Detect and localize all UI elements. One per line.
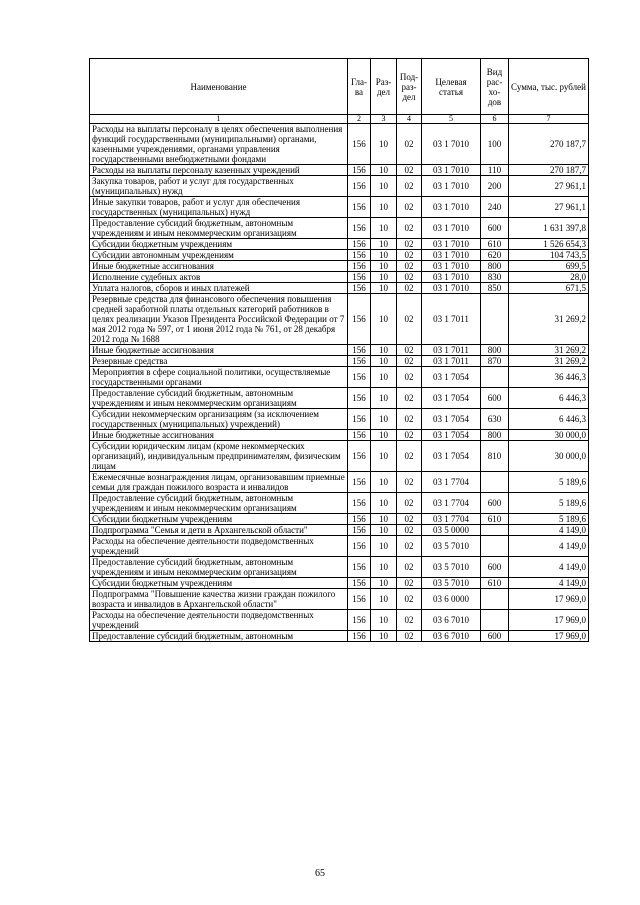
row-razdel: 10: [371, 250, 397, 261]
row-glava: 156: [348, 514, 371, 525]
row-name: Предоставление субсидий бюджетным, автономным учреждениям и иным некоммерческим организациям: [90, 557, 348, 578]
table-row: [90, 218, 589, 239]
row-expense-type: 870: [481, 356, 509, 367]
row-razdel: 10: [371, 409, 397, 430]
row-target: 03 1 7011: [422, 294, 481, 345]
row-amount: 671,5: [509, 283, 589, 294]
row-glava: 156: [348, 367, 371, 388]
row-target: 03 1 7704: [422, 493, 481, 514]
row-glava: 156: [348, 356, 371, 367]
row-glava: 156: [348, 124, 371, 165]
row-expense-type: 630: [481, 409, 509, 430]
row-name: Предоставление субсидий бюджетным, автономным учреждениям и иным некоммерческим организациям: [90, 218, 348, 239]
row-razdel: 10: [371, 165, 397, 176]
table-body: [90, 124, 589, 642]
row-glava: 156: [348, 283, 371, 294]
row-name: Субсидии бюджетным учреждениям: [90, 239, 348, 250]
row-razdel: 10: [371, 197, 397, 218]
row-target: 03 1 7054: [422, 388, 481, 409]
header-amount: Сумма, тыс. рублей: [509, 59, 589, 115]
row-podrazdel: 02: [397, 367, 422, 388]
row-expense-type: 600: [481, 493, 509, 514]
row-expense-type: 620: [481, 250, 509, 261]
row-razdel: 10: [371, 589, 397, 610]
table-row: [90, 388, 589, 409]
table-row: [90, 124, 589, 165]
row-glava: 156: [348, 578, 371, 589]
row-amount: 4 149,0: [509, 525, 589, 536]
row-razdel: 10: [371, 514, 397, 525]
row-name: Мероприятия в сфере социальной политики, осуществляемые государственными органами: [90, 367, 348, 388]
row-podrazdel: 02: [397, 197, 422, 218]
row-glava: 156: [348, 197, 371, 218]
row-name: Субсидии юридическим лицам (кроме некоммерческих организаций), индивидуальным предпринимателям, физическим лицам: [90, 441, 348, 472]
row-podrazdel: 02: [397, 261, 422, 272]
row-podrazdel: 02: [397, 472, 422, 493]
table-row: [90, 356, 589, 367]
row-razdel: 10: [371, 578, 397, 589]
row-expense-type: [481, 536, 509, 557]
row-razdel: 10: [371, 272, 397, 283]
row-target: 03 1 7010: [422, 218, 481, 239]
row-glava: 156: [348, 294, 371, 345]
row-podrazdel: 02: [397, 283, 422, 294]
row-name: Иные закупки товаров, работ и услуг для обеспечения государственных (муниципальных) нужд: [90, 197, 348, 218]
row-target: 03 1 7010: [422, 250, 481, 261]
table-header-row: [90, 59, 589, 115]
row-expense-type: 240: [481, 197, 509, 218]
row-glava: 156: [348, 557, 371, 578]
row-target: 03 1 7010: [422, 165, 481, 176]
row-expense-type: 610: [481, 578, 509, 589]
row-amount: 27 961,1: [509, 197, 589, 218]
row-glava: 156: [348, 536, 371, 557]
row-target: 03 1 7054: [422, 409, 481, 430]
table-row: [90, 557, 589, 578]
row-expense-type: [481, 610, 509, 631]
table-row: [90, 441, 589, 472]
row-expense-type: 800: [481, 345, 509, 356]
row-glava: 156: [348, 250, 371, 261]
row-glava: 156: [348, 610, 371, 631]
table-row: [90, 493, 589, 514]
row-target: 03 6 7010: [422, 610, 481, 631]
table-row: [90, 345, 589, 356]
row-glava: 156: [348, 218, 371, 239]
row-glava: 156: [348, 525, 371, 536]
row-podrazdel: 02: [397, 430, 422, 441]
row-razdel: 10: [371, 472, 397, 493]
row-razdel: 10: [371, 345, 397, 356]
row-expense-type: 110: [481, 165, 509, 176]
row-target: 03 5 7010: [422, 578, 481, 589]
table-row: [90, 525, 589, 536]
row-glava: 156: [348, 176, 371, 197]
budget-table: [89, 58, 589, 642]
row-amount: 30 000,0: [509, 430, 589, 441]
row-razdel: 10: [371, 557, 397, 578]
row-amount: 1 631 397,8: [509, 218, 589, 239]
column-number-row: [90, 115, 589, 124]
table-row: [90, 239, 589, 250]
header-glava: Гла-ва: [348, 59, 371, 115]
row-amount: 4 149,0: [509, 536, 589, 557]
table-row: [90, 536, 589, 557]
column-number: 2: [348, 115, 371, 124]
row-target: 03 1 7010: [422, 197, 481, 218]
column-number: 6: [481, 115, 509, 124]
row-name: Субсидии автономным учреждениям: [90, 250, 348, 261]
row-glava: 156: [348, 472, 371, 493]
row-name: Уплата налогов, сборов и иных платежей: [90, 283, 348, 294]
row-expense-type: 800: [481, 261, 509, 272]
row-razdel: 10: [371, 218, 397, 239]
row-razdel: 10: [371, 294, 397, 345]
row-target: 03 1 7054: [422, 367, 481, 388]
row-amount: 5 189,6: [509, 514, 589, 525]
table-row: [90, 514, 589, 525]
row-expense-type: 610: [481, 514, 509, 525]
column-number: 3: [371, 115, 397, 124]
row-amount: 28,0: [509, 272, 589, 283]
row-podrazdel: 02: [397, 272, 422, 283]
table-row: [90, 409, 589, 430]
table-row: [90, 283, 589, 294]
row-target: 03 6 7010: [422, 631, 481, 642]
row-target: 03 1 7011: [422, 345, 481, 356]
row-razdel: 10: [371, 283, 397, 294]
row-amount: 31 269,2: [509, 345, 589, 356]
row-amount: 4 149,0: [509, 557, 589, 578]
row-razdel: 10: [371, 525, 397, 536]
row-amount: 699,5: [509, 261, 589, 272]
row-amount: 17 969,0: [509, 631, 589, 642]
table-row: [90, 430, 589, 441]
row-podrazdel: 02: [397, 514, 422, 525]
table-row: [90, 631, 589, 642]
row-name: Предоставление субсидий бюджетным, автономным: [90, 631, 348, 642]
column-number: 4: [397, 115, 422, 124]
row-podrazdel: 02: [397, 218, 422, 239]
row-amount: 270 187,7: [509, 124, 589, 165]
row-name: Субсидии бюджетным учреждениям: [90, 514, 348, 525]
row-expense-type: 600: [481, 557, 509, 578]
row-expense-type: 100: [481, 124, 509, 165]
row-razdel: 10: [371, 124, 397, 165]
row-name: Иные бюджетные ассигнования: [90, 261, 348, 272]
row-expense-type: 600: [481, 388, 509, 409]
row-target: 03 6 0000: [422, 589, 481, 610]
row-glava: 156: [348, 261, 371, 272]
row-target: 03 1 7010: [422, 176, 481, 197]
row-amount: 270 187,7: [509, 165, 589, 176]
row-amount: 6 446,3: [509, 409, 589, 430]
row-expense-type: 800: [481, 430, 509, 441]
row-expense-type: 200: [481, 176, 509, 197]
page-number: 65: [315, 868, 325, 879]
row-target: 03 5 0000: [422, 525, 481, 536]
row-amount: 17 969,0: [509, 610, 589, 631]
row-podrazdel: 02: [397, 356, 422, 367]
table-row: [90, 165, 589, 176]
row-glava: 156: [348, 589, 371, 610]
header-target: Целевая статья: [422, 59, 481, 115]
row-target: 03 1 7010: [422, 239, 481, 250]
row-name: Ежемесячные вознаграждения лицам, организовавшим приемные семьи для граждан пожилого возраста и инвалидов: [90, 472, 348, 493]
row-name: Подпрограмма "Семья и дети в Архангельской области": [90, 525, 348, 536]
row-amount: 27 961,1: [509, 176, 589, 197]
row-name: Иные бюджетные ассигнования: [90, 345, 348, 356]
row-name: Предоставление субсидий бюджетным, автономным учреждениям и иным некоммерческим организациям: [90, 388, 348, 409]
row-razdel: 10: [371, 493, 397, 514]
header-expense-type: Вид рас-хо-дов: [481, 59, 509, 115]
row-podrazdel: 02: [397, 345, 422, 356]
row-expense-type: [481, 525, 509, 536]
row-razdel: 10: [371, 536, 397, 557]
row-name: Расходы на обеспечение деятельности подведомственных учреждений: [90, 610, 348, 631]
table-row: [90, 261, 589, 272]
header-name: Наименование: [90, 59, 348, 115]
row-name: Резервные средства для финансового обеспечения повышения средней заработной платы отдельных категорий работников в целях реализации Указов Президента Российской Федерации от 7 мая 2012 года № 597, от 1 июня 2012 года № 761, от 28 декабря 2012 года № 1688: [90, 294, 348, 345]
row-podrazdel: 02: [397, 388, 422, 409]
row-expense-type: [481, 367, 509, 388]
row-amount: 36 446,3: [509, 367, 589, 388]
row-glava: 156: [348, 388, 371, 409]
row-podrazdel: 02: [397, 631, 422, 642]
table-row: [90, 176, 589, 197]
row-target: 03 1 7704: [422, 472, 481, 493]
row-target: 03 1 7010: [422, 283, 481, 294]
table-row: [90, 589, 589, 610]
row-amount: 4 149,0: [509, 578, 589, 589]
row-target: 03 1 7054: [422, 441, 481, 472]
row-expense-type: 600: [481, 631, 509, 642]
row-expense-type: 850: [481, 283, 509, 294]
header-podrazdel: Под-раз-дел: [397, 59, 422, 115]
table-row: [90, 578, 589, 589]
row-glava: 156: [348, 493, 371, 514]
row-amount: 30 000,0: [509, 441, 589, 472]
row-razdel: 10: [371, 441, 397, 472]
row-name: Закупка товаров, работ и услуг для государственных (муниципальных) нужд: [90, 176, 348, 197]
row-target: 03 1 7704: [422, 514, 481, 525]
row-podrazdel: 02: [397, 124, 422, 165]
row-podrazdel: 02: [397, 493, 422, 514]
row-podrazdel: 02: [397, 578, 422, 589]
row-target: 03 1 7010: [422, 124, 481, 165]
table-row: [90, 472, 589, 493]
row-name: Исполнение судебных актов: [90, 272, 348, 283]
row-name: Подпрограмма "Повышение качества жизни граждан пожилого возраста и инвалидов в Архангельской области": [90, 589, 348, 610]
row-name: Субсидии некоммерческим организациям (за исключением государственных (муниципальных) учреждений): [90, 409, 348, 430]
row-expense-type: 610: [481, 239, 509, 250]
row-target: 03 1 7011: [422, 356, 481, 367]
row-amount: 17 969,0: [509, 589, 589, 610]
table-row: [90, 272, 589, 283]
row-amount: 6 446,3: [509, 388, 589, 409]
row-name: Расходы на обеспечение деятельности подведомственных учреждений: [90, 536, 348, 557]
row-podrazdel: 02: [397, 294, 422, 345]
row-podrazdel: 02: [397, 610, 422, 631]
row-glava: 156: [348, 345, 371, 356]
row-name: Субсидии бюджетным учреждениям: [90, 578, 348, 589]
column-number: 7: [509, 115, 589, 124]
row-amount: 31 269,2: [509, 294, 589, 345]
row-expense-type: 600: [481, 218, 509, 239]
row-razdel: 10: [371, 631, 397, 642]
table-row: [90, 250, 589, 261]
row-podrazdel: 02: [397, 589, 422, 610]
row-podrazdel: 02: [397, 409, 422, 430]
row-glava: 156: [348, 631, 371, 642]
column-number: 1: [90, 115, 348, 124]
row-target: 03 1 7010: [422, 261, 481, 272]
row-razdel: 10: [371, 610, 397, 631]
row-expense-type: 810: [481, 441, 509, 472]
row-razdel: 10: [371, 388, 397, 409]
row-glava: 156: [348, 409, 371, 430]
row-razdel: 10: [371, 356, 397, 367]
row-podrazdel: 02: [397, 536, 422, 557]
row-amount: 5 189,6: [509, 493, 589, 514]
row-glava: 156: [348, 430, 371, 441]
row-name: Иные бюджетные ассигнования: [90, 430, 348, 441]
table-row: [90, 294, 589, 345]
row-podrazdel: 02: [397, 525, 422, 536]
row-podrazdel: 02: [397, 250, 422, 261]
column-number: 5: [422, 115, 481, 124]
table-row: [90, 197, 589, 218]
row-podrazdel: 02: [397, 176, 422, 197]
row-podrazdel: 02: [397, 557, 422, 578]
row-razdel: 10: [371, 430, 397, 441]
row-razdel: 10: [371, 239, 397, 250]
row-podrazdel: 02: [397, 239, 422, 250]
row-razdel: 10: [371, 367, 397, 388]
row-target: 03 5 7010: [422, 557, 481, 578]
row-razdel: 10: [371, 176, 397, 197]
row-podrazdel: 02: [397, 441, 422, 472]
row-amount: 5 189,6: [509, 472, 589, 493]
row-name: Предоставление субсидий бюджетным, автономным учреждениям и иным некоммерческим организациям: [90, 493, 348, 514]
row-expense-type: 830: [481, 272, 509, 283]
table-row: [90, 367, 589, 388]
row-glava: 156: [348, 239, 371, 250]
row-target: 03 1 7010: [422, 272, 481, 283]
row-name: Резервные средства: [90, 356, 348, 367]
row-expense-type: [481, 472, 509, 493]
row-target: 03 5 7010: [422, 536, 481, 557]
row-amount: 31 269,2: [509, 356, 589, 367]
row-razdel: 10: [371, 261, 397, 272]
row-name: Расходы на выплаты персоналу в целях обеспечения выполнения функций государственными (муниципальными) органами, казенными учреждениями, органами управления государственными внебюджетными фондами: [90, 124, 348, 165]
row-glava: 156: [348, 165, 371, 176]
row-target: 03 1 7054: [422, 430, 481, 441]
header-razdel: Раз-дел: [371, 59, 397, 115]
row-amount: 1 526 654,3: [509, 239, 589, 250]
row-podrazdel: 02: [397, 165, 422, 176]
row-amount: 104 743,5: [509, 250, 589, 261]
row-expense-type: [481, 294, 509, 345]
row-name: Расходы на выплаты персоналу казенных учреждений: [90, 165, 348, 176]
row-expense-type: [481, 589, 509, 610]
row-glava: 156: [348, 272, 371, 283]
row-glava: 156: [348, 441, 371, 472]
table-row: [90, 610, 589, 631]
